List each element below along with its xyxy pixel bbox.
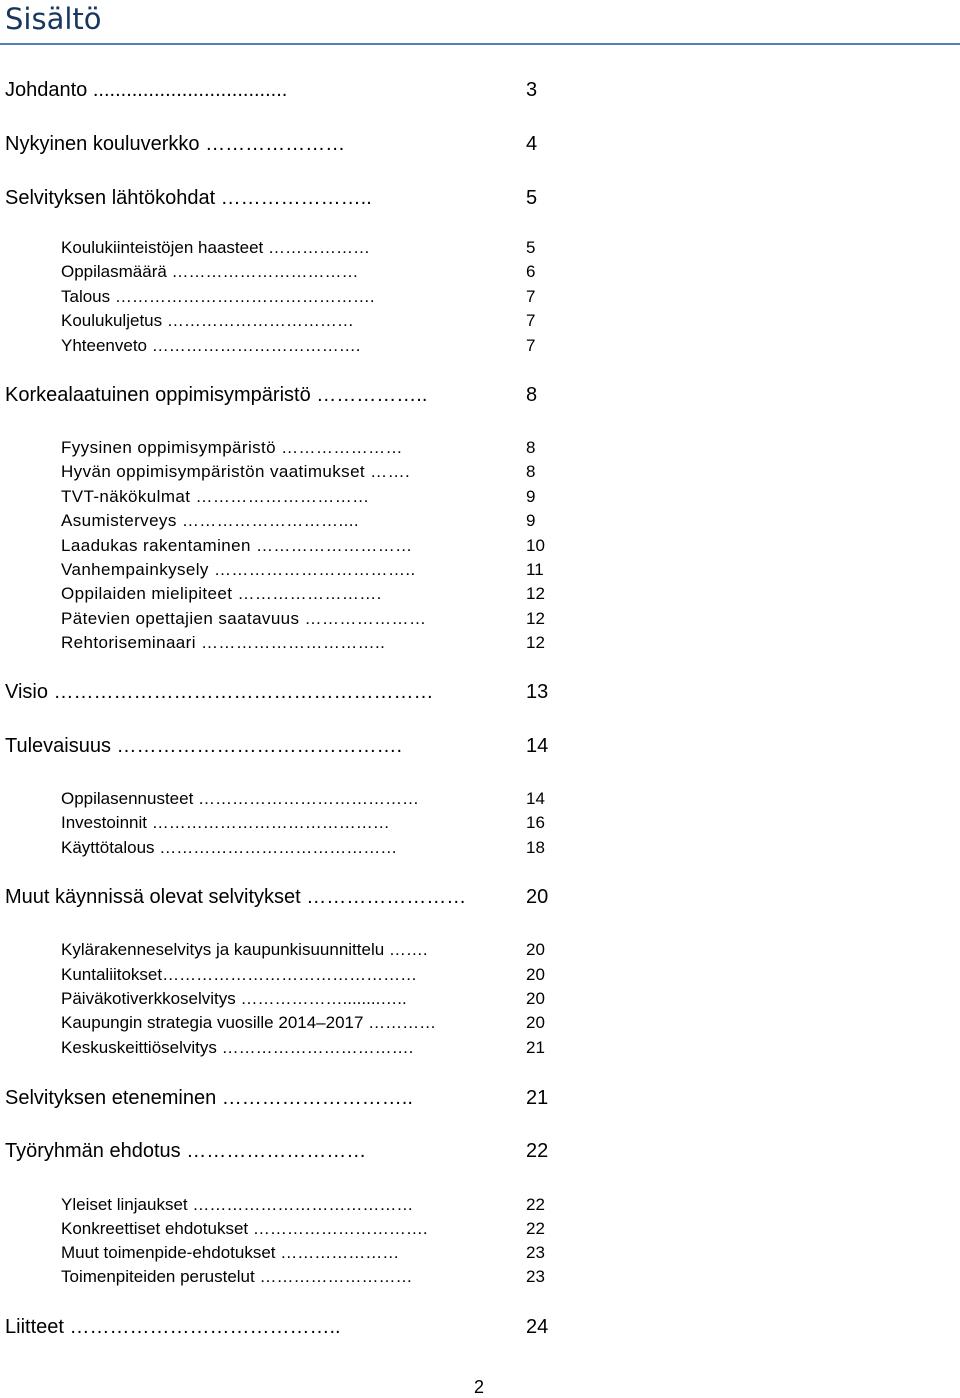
- toc-entry[interactable]: [0, 1012, 600, 1038]
- toc-entry[interactable]: [0, 632, 600, 658]
- toc-entry-page: 24: [526, 1316, 549, 1338]
- toc-entry-title: Konkreettiset ehdotukset ………………………….: [61, 1219, 428, 1238]
- toc-entry-title: Käyttötalous ……………………………………: [61, 838, 398, 857]
- toc-entry[interactable]: [0, 733, 600, 759]
- toc-entry[interactable]: [0, 812, 600, 838]
- toc-entry-title: Visio …………………………………………………: [5, 681, 434, 703]
- toc-entry-page: 21: [526, 1087, 549, 1109]
- toc-entry-title: Liitteet …………………………………..: [5, 1316, 341, 1338]
- toc-entry-title: Toimenpiteiden perustelut ………………………: [61, 1267, 413, 1286]
- toc-entry-title: Yhteenveto ……………………………….: [61, 336, 361, 355]
- toc-entry-page: 8: [526, 438, 536, 457]
- toc-entry-page: 20: [526, 1013, 545, 1032]
- toc-entry-title: Muut käynnissä olevat selvitykset ……………………: [5, 886, 467, 908]
- toc-entry-title: Hyvän oppimisympäristön vaatimukset …….: [61, 462, 411, 481]
- toc-entry-title: TVT-näkökulmat …………………………: [61, 487, 370, 506]
- toc-entry-title: Oppilaiden mielipiteet …………………….: [61, 584, 382, 603]
- toc-entry-page: 7: [526, 336, 536, 355]
- toc-entry[interactable]: [0, 77, 600, 103]
- toc-entry-page: 21: [526, 1038, 545, 1057]
- toc-entry[interactable]: [0, 1218, 600, 1244]
- toc-entry-page: 7: [526, 311, 536, 330]
- toc-entry-page: 10: [526, 536, 545, 555]
- toc-entry-title: Johdanto ...................................: [5, 79, 288, 101]
- toc-entry[interactable]: [0, 679, 600, 705]
- toc-entry[interactable]: [0, 608, 600, 634]
- toc-entry-title: Päiväkotiverkkoselvitys ………………........…..: [61, 989, 407, 1008]
- toc-entry-title: Kuntaliitokset………………………………………: [61, 965, 418, 984]
- toc-entry[interactable]: [0, 1085, 600, 1111]
- toc-entry-title: Tulevaisuus …………………………………….: [5, 735, 403, 757]
- toc-entry[interactable]: [0, 583, 600, 609]
- toc-entry[interactable]: [0, 1314, 600, 1340]
- toc-entry[interactable]: [0, 486, 600, 512]
- toc-entry-page: 6: [526, 262, 536, 281]
- toc-entry-page: 5: [526, 238, 536, 257]
- toc-entry[interactable]: [0, 382, 600, 408]
- toc-entry-title: Työryhmän ehdotus ………………………: [5, 1140, 367, 1162]
- toc-entry[interactable]: [0, 510, 600, 536]
- toc-entry-title: Keskuskeittiöselvitys …………………………….: [61, 1038, 414, 1057]
- toc-entry[interactable]: [0, 461, 600, 487]
- toc-entry-title: Pätevien opettajien saatavuus …………………: [61, 609, 427, 628]
- toc-entry-page: 20: [526, 989, 545, 1008]
- toc-entry[interactable]: [0, 1242, 600, 1268]
- toc-entry-title: Nykyinen kouluverkko …………………: [5, 133, 346, 155]
- toc-entry-title: Kylärakenneselvitys ja kaupunkisuunnittelu …….: [61, 940, 428, 959]
- toc-entry-page: 20: [526, 965, 545, 984]
- toc-entry[interactable]: [0, 1138, 600, 1164]
- toc-entry-page: 12: [526, 584, 545, 603]
- page-title: Sisältö: [5, 2, 102, 36]
- toc-entry-title: Selvityksen eteneminen ………………………..: [5, 1087, 413, 1109]
- toc-entry[interactable]: [0, 535, 600, 561]
- toc-entry-title: Koulukiinteistöjen haasteet ………………: [61, 238, 370, 257]
- toc-entry[interactable]: [0, 286, 600, 312]
- toc-entry-page: 14: [526, 789, 545, 808]
- toc-entry[interactable]: [0, 884, 600, 910]
- toc-entry-page: 18: [526, 838, 545, 857]
- toc-entry-title: Yleiset linjaukset …………………………………: [61, 1195, 414, 1214]
- toc-entry-page: 20: [526, 886, 549, 908]
- toc-entry-page: 22: [526, 1140, 549, 1162]
- toc-entry-title: Muut toimenpide-ehdotukset …………………: [61, 1243, 400, 1262]
- toc-entry-page: 8: [526, 462, 536, 481]
- toc-entry-page: 12: [526, 609, 545, 628]
- toc-entry-page: 12: [526, 633, 545, 652]
- toc-entry-page: 23: [526, 1243, 545, 1262]
- toc-entry-title: Talous ……………………………………….: [61, 287, 375, 306]
- toc-entry[interactable]: [0, 261, 600, 287]
- toc-entry-page: 11: [526, 560, 544, 579]
- toc-entry-title: Vanhempainkysely ……………………………..: [61, 560, 416, 579]
- toc-entry[interactable]: [0, 559, 600, 585]
- toc-entry-page: 9: [526, 487, 536, 506]
- toc-entry-title: Korkealaatuinen oppimisympäristö ……………..: [5, 384, 428, 406]
- toc-entry-page: 9: [526, 511, 536, 530]
- toc-entry-page: 3: [526, 79, 538, 101]
- toc-entry[interactable]: [0, 437, 600, 463]
- toc-entry-page: 20: [526, 940, 545, 959]
- toc-entry[interactable]: [0, 237, 600, 263]
- toc-entry[interactable]: [0, 1037, 600, 1063]
- toc-entry-title: Investoinnit ……………………………………: [61, 813, 390, 832]
- toc-entry-title: Kaupungin strategia vuosille 2014–2017 …………: [61, 1013, 437, 1032]
- toc-entry-title: Selvityksen lähtökohdat …………………..: [5, 187, 372, 209]
- toc-entry-title: Oppilasennusteet …………………………………: [61, 789, 420, 808]
- toc-entry[interactable]: [0, 788, 600, 814]
- toc-entry-title: Laadukas rakentaminen ………………………: [61, 536, 413, 555]
- toc-entry-title: Asumisterveys ………………………....: [61, 511, 359, 530]
- toc-entry[interactable]: [0, 939, 600, 965]
- toc-entry-page: 4: [526, 133, 538, 155]
- toc-entry-page: 5: [526, 187, 538, 209]
- toc-entry-page: 22: [526, 1219, 545, 1238]
- toc-entry-page: 23: [526, 1267, 545, 1286]
- toc-entry-page: 22: [526, 1195, 545, 1214]
- toc-entry[interactable]: [0, 1194, 600, 1220]
- toc-entry-title: Koulukuljetus ……………………………: [61, 311, 354, 330]
- toc-entry-title: Fyysinen oppimisympäristö …………………: [61, 438, 403, 457]
- toc-entry[interactable]: [0, 185, 600, 211]
- toc-entry-page: 16: [526, 813, 545, 832]
- toc-entry-title: Oppilasmäärä ……………………………: [61, 262, 359, 281]
- toc-entry[interactable]: [0, 964, 600, 990]
- toc-entry-page: 7: [526, 287, 536, 306]
- toc-entry[interactable]: [0, 131, 600, 157]
- toc-entry-page: 13: [526, 681, 549, 703]
- toc-entry[interactable]: [0, 988, 600, 1014]
- toc-entry[interactable]: [0, 837, 600, 863]
- toc-entry-page: 14: [526, 735, 549, 757]
- toc-entry-title: Rehtoriseminaari …………………………..: [61, 633, 386, 652]
- toc-entry[interactable]: [0, 335, 600, 361]
- toc-entry[interactable]: [0, 310, 600, 336]
- toc-entry-page: 8: [526, 384, 538, 406]
- page-number: 2: [474, 1377, 485, 1397]
- toc-entry[interactable]: [0, 1266, 600, 1292]
